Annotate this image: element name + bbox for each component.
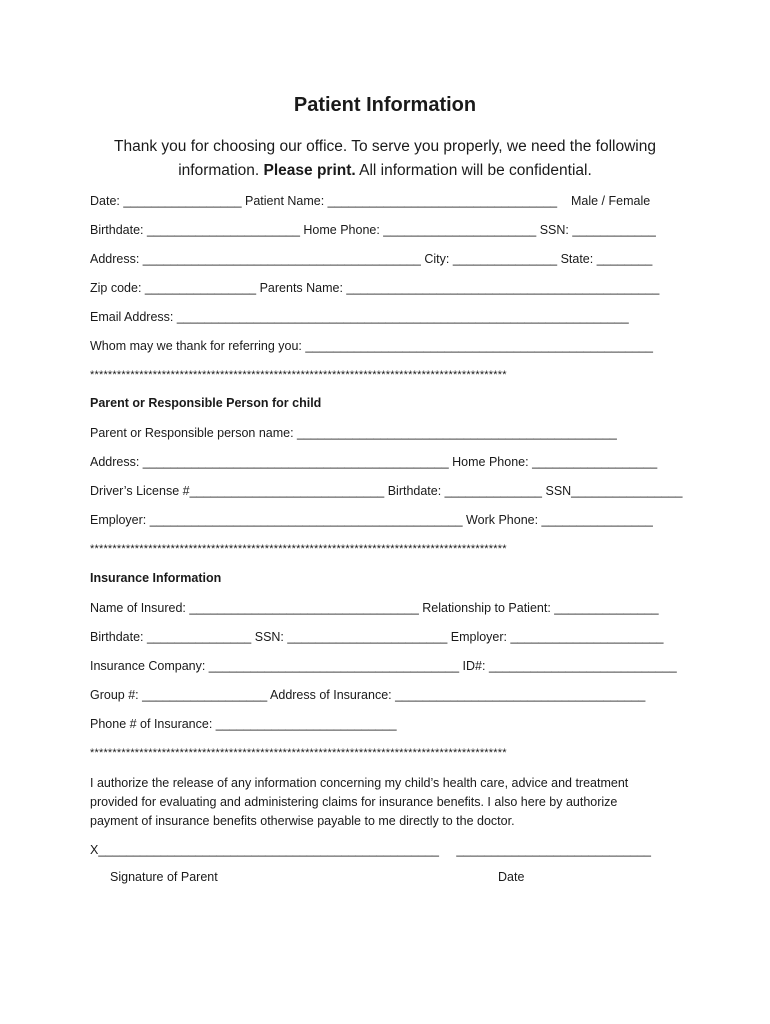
separator-2: ********************************************************************************************* xyxy=(90,543,507,555)
separator-1: ********************************************************************************************* xyxy=(90,369,507,381)
page-title: Patient Information xyxy=(293,94,477,116)
signature-line[interactable]: X_________________________________________________ ____________________________ xyxy=(90,843,651,857)
patient-row-address-city-state[interactable]: Address: ________________________________________ City: _______________ State: ________ xyxy=(90,252,653,266)
intro-please-print: Please print. xyxy=(263,162,356,179)
intro-line-2-pre: information. xyxy=(178,162,264,179)
insurance-row-phone[interactable]: Phone # of Insurance: __________________________ xyxy=(90,717,397,731)
insurance-row-insured-relationship[interactable]: Name of Insured: _________________________________ Relationship to Patient: _______________ xyxy=(90,601,659,615)
intro-line-2 xyxy=(60,159,710,183)
patient-row-referral[interactable]: Whom may we thank for referring you: __________________________________________________ xyxy=(90,339,653,353)
intro-line-2-post: All information will be confidential. xyxy=(355,162,592,179)
patient-row-date-name-sex[interactable]: Date: _________________ Patient Name: _________________________________ Male / Female xyxy=(90,194,651,208)
insurance-section-heading: Insurance Information xyxy=(90,571,222,585)
parent-section-heading: Parent or Responsible Person for child xyxy=(90,396,322,410)
authorization-line-2: provided for evaluating and administering claims for insurance benefits. I also here by authorize xyxy=(90,795,618,809)
parent-row-employer-workphone[interactable]: Employer: _____________________________________________ Work Phone: ________________ xyxy=(90,513,653,527)
insurance-row-company-id[interactable]: Insurance Company: ____________________________________ ID#: ___________________________ xyxy=(90,659,677,673)
separator-3: ********************************************************************************************* xyxy=(90,747,507,759)
authorization-paragraph xyxy=(90,774,670,831)
authorization-line-3: payment of insurance benefits otherwise payable to me directly to the doctor. xyxy=(90,814,515,828)
parent-row-address-phone[interactable]: Address: ____________________________________________ Home Phone: __________________ xyxy=(90,455,658,469)
parent-row-license-birthdate-ssn[interactable]: Driver’s License #____________________________ Birthdate: ______________ SSN________________ xyxy=(90,484,683,498)
authorization-line-1: I authorize the release of any information concerning my child’s health care, advice and treatment xyxy=(90,776,629,790)
patient-row-birthdate-phone-ssn[interactable]: Birthdate: ______________________ Home Phone: ______________________ SSN: ____________ xyxy=(90,223,656,237)
intro-line-1: Thank you for choosing our office. To serve you properly, we need the following xyxy=(114,138,656,155)
parent-row-name[interactable]: Parent or Responsible person name: ______________________________________________ xyxy=(90,426,617,440)
intro-text xyxy=(60,135,710,183)
signature-parent-label: Signature of Parent xyxy=(110,870,218,884)
insurance-row-birthdate-ssn-employer[interactable]: Birthdate: _______________ SSN: _______________________ Employer: ______________________ xyxy=(90,630,664,644)
patient-row-zip-parents[interactable]: Zip code: ________________ Parents Name: _____________________________________________ xyxy=(90,281,660,295)
patient-row-email[interactable]: Email Address: _________________________________________________________________ xyxy=(90,310,629,324)
insurance-row-group-address[interactable]: Group #: __________________ Address of Insurance: ____________________________________ xyxy=(90,688,646,702)
signature-date-label: Date xyxy=(498,870,525,884)
